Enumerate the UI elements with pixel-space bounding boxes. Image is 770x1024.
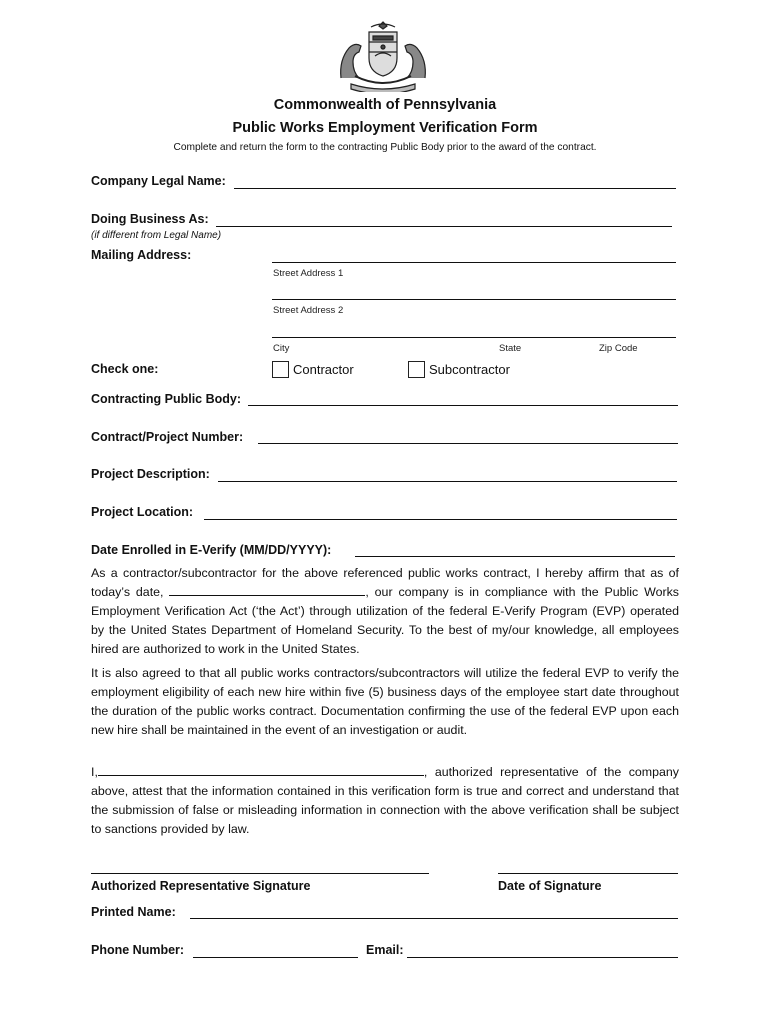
doing-business-as-input[interactable] xyxy=(216,226,672,227)
street-address-2-label: Street Address 2 xyxy=(273,305,344,316)
attestation-paragraph xyxy=(91,763,679,839)
street-address-1-input[interactable] xyxy=(272,262,676,263)
form-title: Commonwealth of Pennsylvania xyxy=(273,97,497,113)
mailing-address-label: Mailing Address: xyxy=(91,248,192,262)
representative-name-input[interactable] xyxy=(98,763,424,776)
form-subtitle: Public Works Employment Verification Form xyxy=(232,120,538,136)
agreement-paragraph: It is also agreed to that all public works contractors/subcontractors will utilize the federal EVP to verify the employment eligibility of each new hire within five (5) business days of the employee start date throughout the duration of the public works contract. Documentation confirming the use of the federal EVP upon each new hire shall be maintained in the event of an investigation or audit. xyxy=(91,666,679,737)
contracting-public-body-label: Contracting Public Body: xyxy=(91,392,241,406)
street-address-2-input[interactable] xyxy=(272,299,676,300)
form-instruction: Complete and return the form to the contracting Public Body prior to the award of the contract. xyxy=(173,142,597,153)
project-description-label: Project Description: xyxy=(91,467,210,481)
project-description-input[interactable] xyxy=(218,481,677,482)
city-state-zip-input[interactable] xyxy=(272,337,676,338)
email-input[interactable] xyxy=(407,957,678,958)
check-one-label: Check one: xyxy=(91,362,159,376)
contracting-public-body-input[interactable] xyxy=(248,405,678,406)
phone-number-input[interactable] xyxy=(193,957,358,958)
email-label: Email: xyxy=(366,943,404,957)
street-address-1-label: Street Address 1 xyxy=(273,268,344,279)
dba-note: (if different from Legal Name) xyxy=(91,230,222,241)
printed-name-input[interactable] xyxy=(190,918,678,919)
date-of-signature-line[interactable] xyxy=(498,873,678,874)
contractor-label: Contractor xyxy=(293,362,354,377)
printed-name-label: Printed Name: xyxy=(91,905,176,919)
pennsylvania-seal-icon xyxy=(333,18,433,92)
contract-project-number-input[interactable] xyxy=(258,443,678,444)
doing-business-as-label: Doing Business As: xyxy=(91,212,209,226)
affirmation-text-end: , our company is in compliance with the Public Works Employment Verification Act (‘the Act’) through utilization of the federal E-Verify Program (EVP) operated by the United States Department of Homeland Security. To the best of my/our knowledge, all employees hired are authorized to work in the United States. xyxy=(91,585,679,656)
date-of-signature-label: Date of Signature xyxy=(498,879,602,893)
affirmation-text-start: As a contractor/subcontractor for the above referenced public works contract, I hereby affirm that as of today’s date, xyxy=(91,566,679,599)
today-date-input[interactable] xyxy=(169,583,365,596)
subcontractor-checkbox[interactable] xyxy=(408,361,425,378)
attestation-text-end: , authorized representative of the company above, attest that the information contained in this verification form is true and correct and understand that the submission of false or misleading information in connection with the above verification shall be subject to sanctions provided by law. xyxy=(91,765,679,836)
company-legal-name-label: Company Legal Name: xyxy=(91,174,226,188)
project-location-label: Project Location: xyxy=(91,505,194,519)
affirmation-paragraph xyxy=(91,564,679,659)
contractor-checkbox[interactable] xyxy=(272,361,289,378)
city-label: City xyxy=(273,343,290,354)
state-label: State xyxy=(499,343,522,354)
signature-line[interactable] xyxy=(91,873,429,874)
contract-project-number-label: Contract/Project Number: xyxy=(91,430,244,444)
date-enrolled-label: Date Enrolled in E-Verify (MM/DD/YYYY): xyxy=(91,543,332,557)
attestation-text-start: I, xyxy=(91,765,98,779)
zip-code-label: Zip Code xyxy=(599,343,638,354)
date-enrolled-input[interactable] xyxy=(355,556,675,557)
authorized-signature-label: Authorized Representative Signature xyxy=(91,879,311,893)
phone-number-label: Phone Number: xyxy=(91,943,185,957)
project-location-input[interactable] xyxy=(204,519,677,520)
company-legal-name-input[interactable] xyxy=(234,188,676,189)
subcontractor-label: Subcontractor xyxy=(429,362,510,377)
